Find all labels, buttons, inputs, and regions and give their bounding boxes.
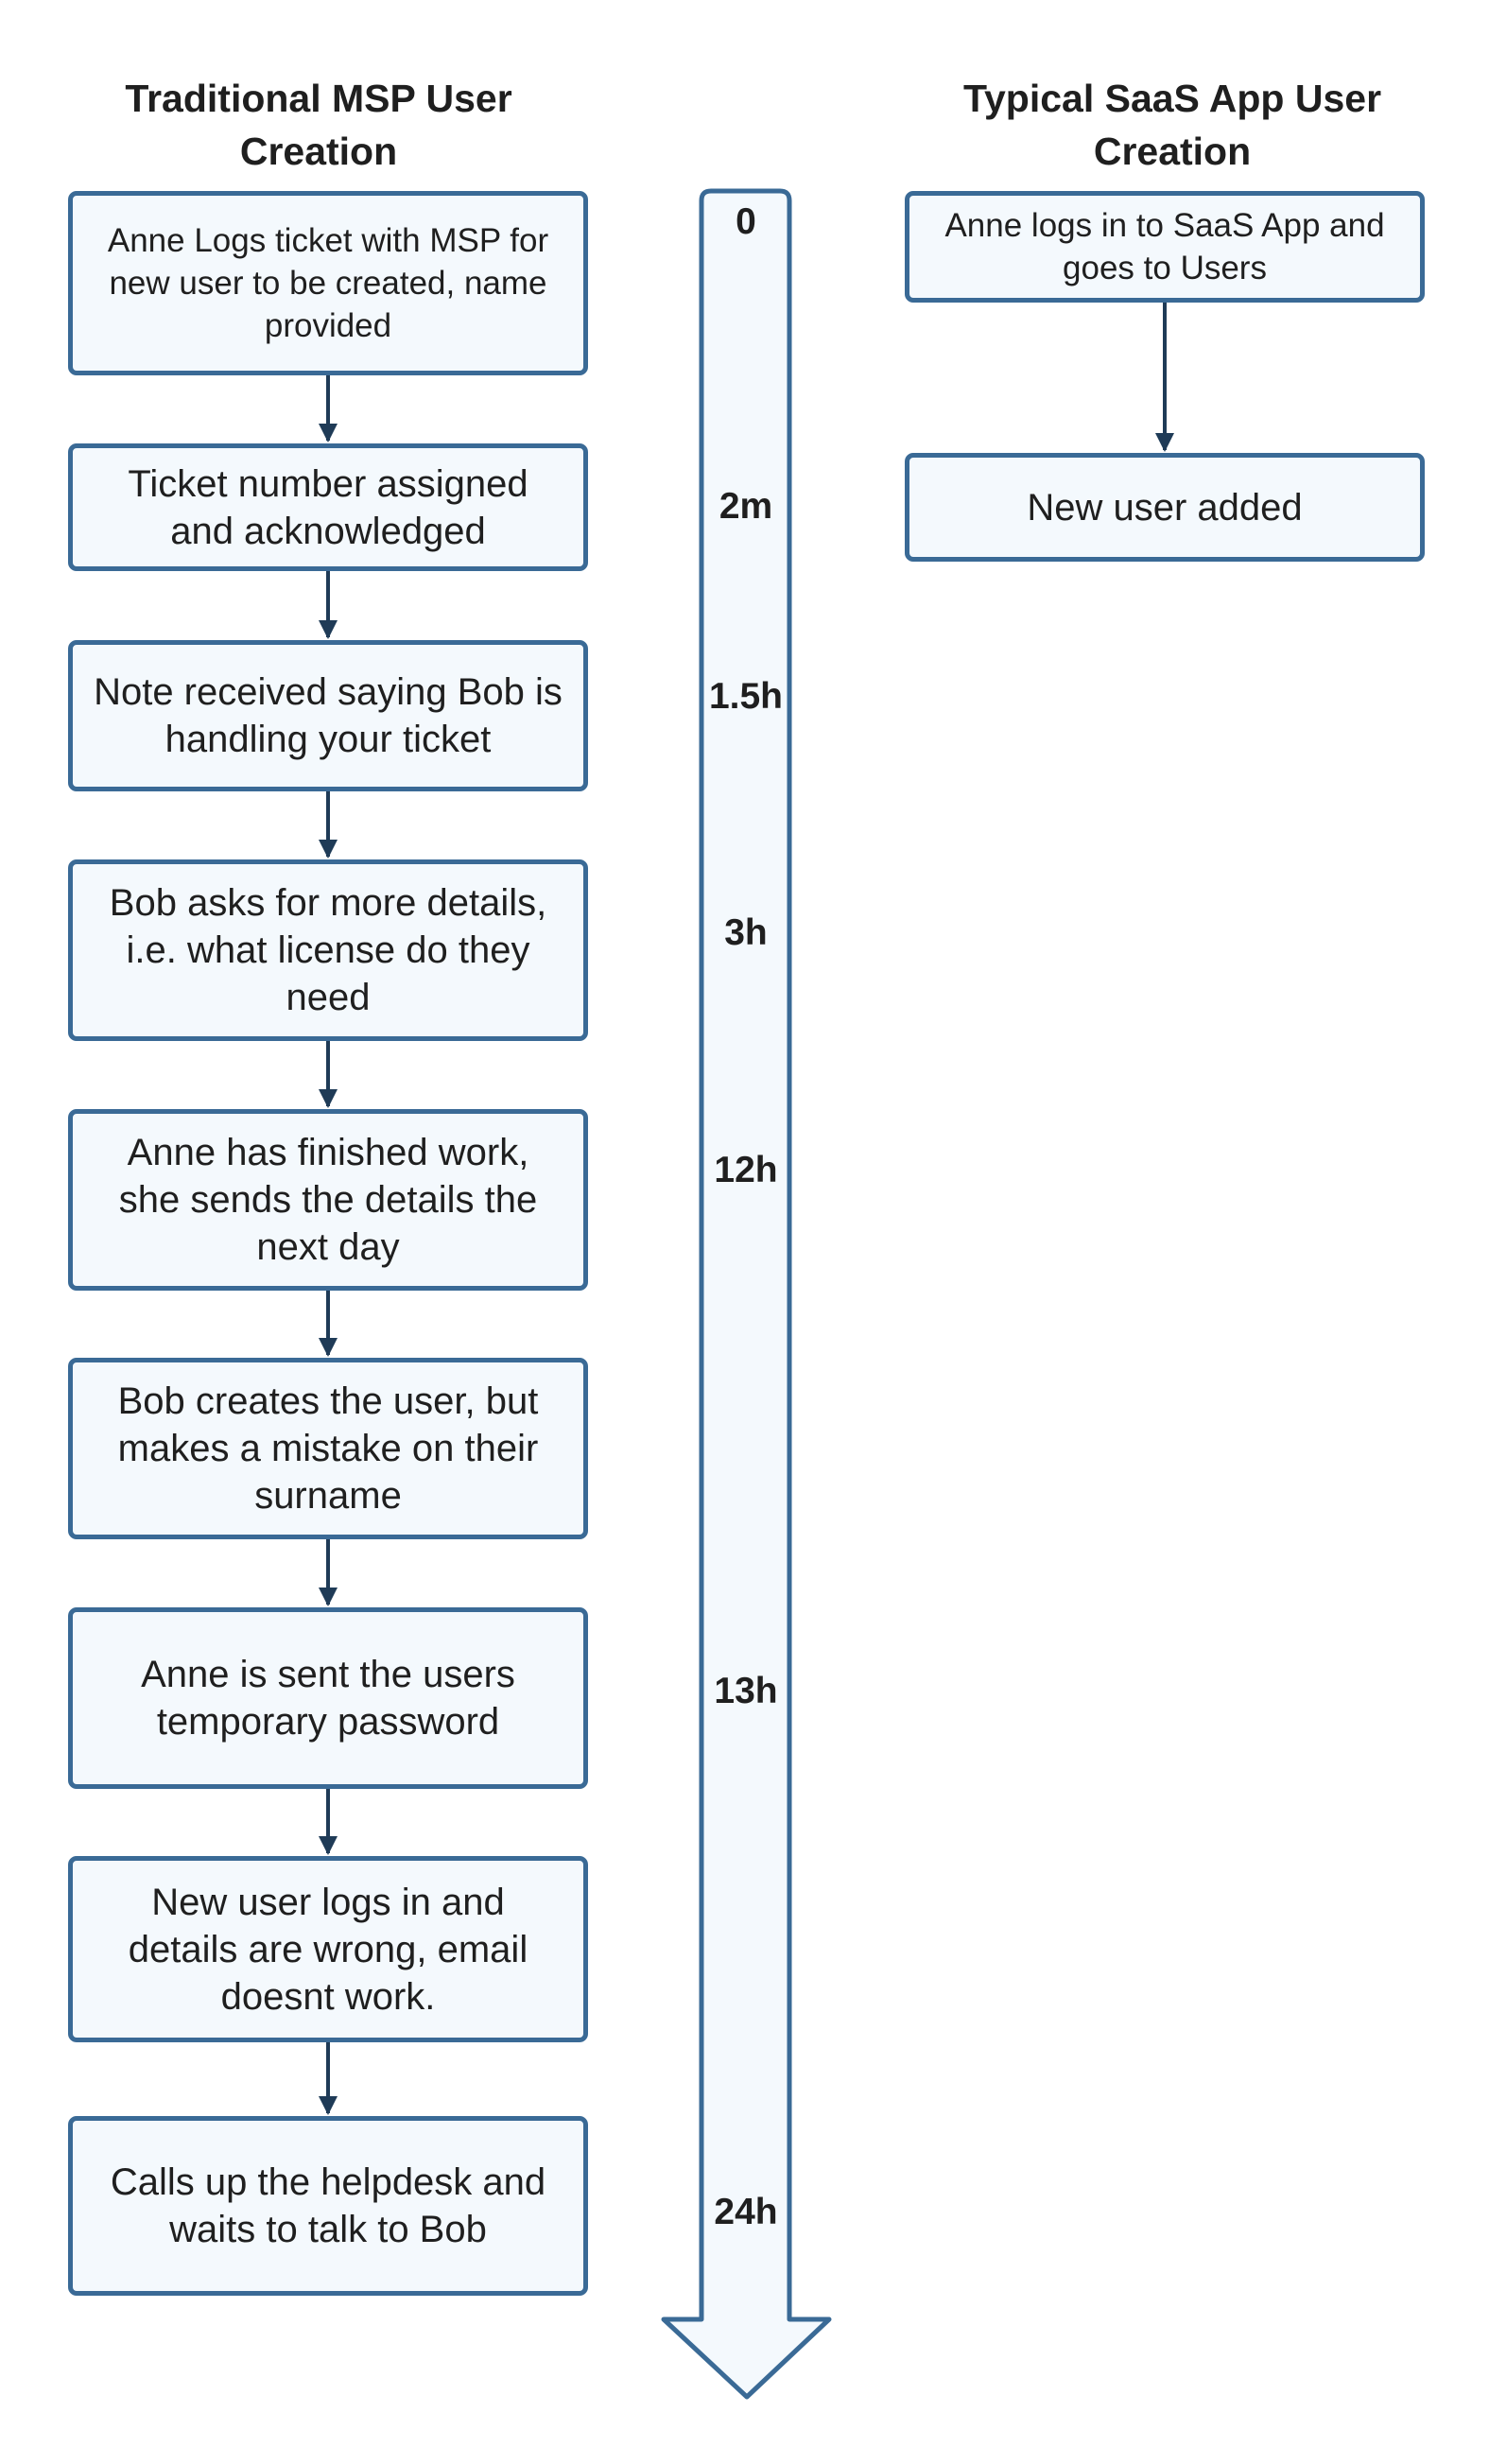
timeline-mark-3h: 3h	[724, 912, 768, 953]
timeline-mark-13h: 13h	[714, 1671, 778, 1711]
timeline-mark-1-5h: 1.5h	[708, 676, 784, 717]
msp-column-title: Traditional MSP User Creation	[125, 77, 512, 173]
msp-step-7: Anne is sent the users temporary password	[68, 1607, 588, 1789]
msp-step-8: New user logs in and details are wrong, email doesnt work.	[68, 1856, 588, 2042]
timeline-mark-2m: 2m	[719, 486, 773, 527]
msp-step-3: Note received saying Bob is handling your ticket	[68, 640, 588, 791]
timeline-mark-12h: 12h	[714, 1150, 778, 1190]
timeline-mark-24h: 24h	[714, 2192, 778, 2232]
msp-step-4: Bob asks for more details, i.e. what license do they need	[68, 859, 588, 1041]
msp-step-5: Anne has finished work, she sends the details the next day	[68, 1109, 588, 1291]
timeline-mark-0: 0	[736, 201, 756, 242]
saas-column-title: Typical SaaS App User Creation	[962, 77, 1382, 173]
msp-step-6: Bob creates the user, but makes a mistake on their surname	[68, 1358, 588, 1539]
saas-step-1: Anne logs in to SaaS App and goes to Users	[905, 191, 1425, 303]
msp-step-9: Calls up the helpdesk and waits to talk to Bob	[68, 2116, 588, 2296]
msp-step-1: Anne Logs ticket with MSP for new user to be created, name provided	[68, 191, 588, 375]
msp-step-2: Ticket number assigned and acknowledged	[68, 443, 588, 571]
saas-step-2: New user added	[905, 453, 1425, 562]
